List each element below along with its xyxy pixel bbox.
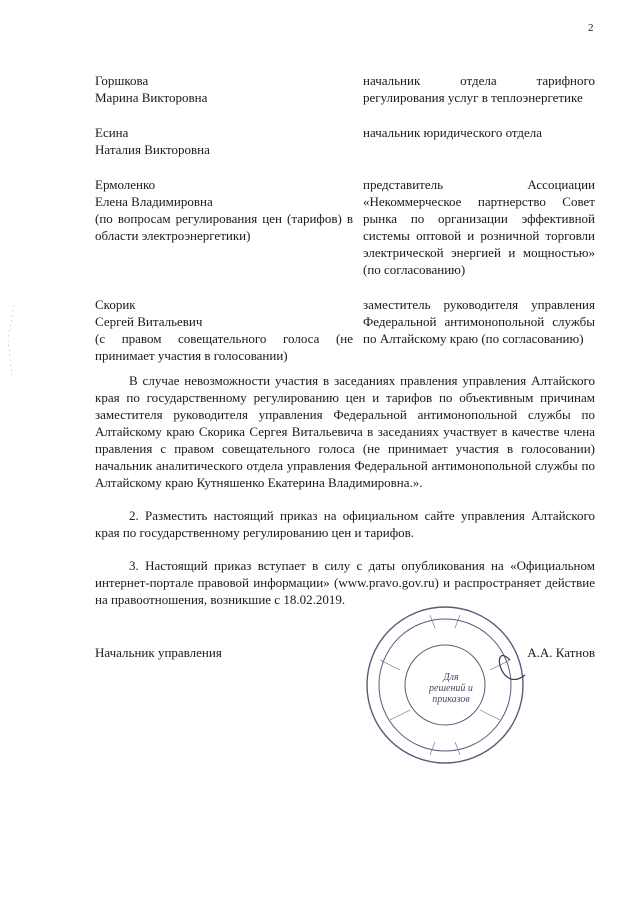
member-row bbox=[95, 176, 595, 278]
member-given-name: Сергей Витальевич bbox=[95, 314, 203, 329]
seal-inner-text: Для решений и приказов bbox=[429, 672, 473, 705]
member-position: представитель Ассоциации «Некоммерческое партнерство Совет рынка по организации эффективной системы оптовой и розничной торговли электрической энергией и мощностью» (по согласованию) bbox=[363, 177, 595, 277]
member-position: начальник юридического отдела bbox=[363, 125, 543, 140]
member-name-block bbox=[95, 296, 353, 364]
member-note: (по вопросам регулирования цен (тарифов) в области электроэнергетики) bbox=[95, 211, 353, 243]
paragraph-replacement-clause: В случае невозможности участия в заседаниях правления управления Алтайского края по государственному регулированию цен и тарифов по объективным причинам заместителя руководителя управления Федеральной антимонопольной службы по Алтайскому краю Скорика Сергея Витальевича в заседаниях участвует в качестве члена правления с правом совещательного голоса (не принимает участия в голосовании) начальник аналитического отдела управления Федеральной антимонопольной службы по Алтайскому краю Кутняшенко Екатерина Владимировна.». bbox=[95, 373, 595, 490]
member-name-block bbox=[95, 176, 353, 278]
member-position: заместитель руководителя управления Федеральной антимонопольной службы по Алтайскому краю (по согласованию) bbox=[363, 297, 595, 346]
paragraph-publication: 2. Разместить настоящий приказ на официальном сайте управления Алтайского края по государственному регулированию цен и тарифов. bbox=[95, 508, 595, 540]
page-number: 2 bbox=[588, 22, 594, 34]
member-name-block bbox=[95, 124, 353, 158]
member-surname: Горшкова bbox=[95, 73, 149, 88]
member-note: (с правом совещательного голоса (не принимает участия в голосовании) bbox=[95, 331, 353, 363]
member-given-name: Марина Викторовна bbox=[95, 90, 208, 105]
signatory-name: А.А. Катнов bbox=[527, 645, 595, 660]
member-position: начальник отдела тарифного регулирования услуг в теплоэнергетике bbox=[363, 73, 595, 105]
member-surname: Есина bbox=[95, 125, 129, 140]
margin-mark-icon bbox=[0, 300, 20, 380]
board-members-list bbox=[95, 72, 595, 382]
member-given-name: Елена Владимировна bbox=[95, 194, 213, 209]
signatory-position: Начальник управления bbox=[95, 645, 222, 660]
member-given-name: Наталия Викторовна bbox=[95, 142, 210, 157]
official-seal-stamp bbox=[360, 600, 530, 770]
paragraph-entry-into-force: 3. Настоящий приказ вступает в силу с даты опубликования на «Официальном интернет-портале правовой информации» (www.pravo.gov.ru) и распространяет действие на правоотношения, возникшие с 18.02.2019. bbox=[95, 558, 595, 607]
member-surname: Ермоленко bbox=[95, 177, 156, 192]
member-surname: Скорик bbox=[95, 297, 136, 312]
member-row bbox=[95, 296, 595, 364]
member-row bbox=[95, 124, 595, 158]
member-name-block bbox=[95, 72, 353, 106]
member-row bbox=[95, 72, 595, 106]
